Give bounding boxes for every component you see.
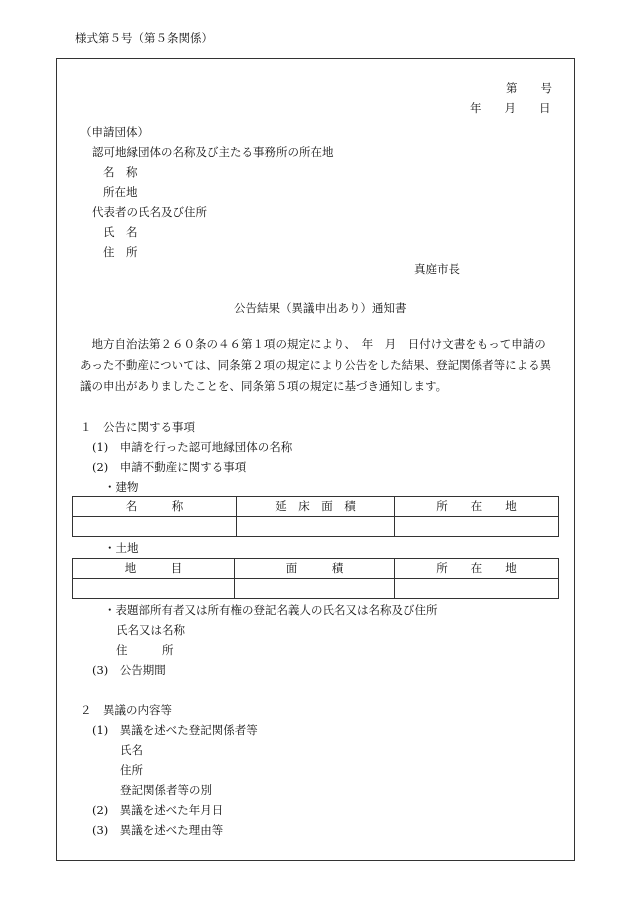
- table-cell: [235, 579, 395, 599]
- applicant-heading: （申請団体）: [80, 125, 149, 139]
- owner-address-label: 住 所: [116, 643, 174, 657]
- rep-address-label: 住 所: [103, 245, 138, 259]
- table-cell: [395, 579, 559, 599]
- land-label: ・土地: [104, 541, 139, 555]
- document-date: 年 月 日: [470, 101, 551, 115]
- objector-name-label: 氏名: [120, 743, 143, 757]
- table-cell: [237, 517, 395, 537]
- org-label: 認可地縁団体の名称及び主たる事務所の所在地: [92, 145, 334, 159]
- form-id: 様式第５号（第５条関係）: [75, 31, 213, 45]
- sender: 真庭市長: [414, 262, 460, 276]
- column-header: 所 在 地: [395, 559, 559, 579]
- table-header-row: [73, 559, 559, 579]
- column-header: 面 積: [235, 559, 395, 579]
- building-table: [72, 496, 559, 537]
- table-cell: [73, 579, 235, 599]
- section1-item2: (2) 申請不動産に関する事項: [92, 460, 247, 474]
- objector-type-label: 登記関係者等の別: [120, 783, 212, 797]
- section1-heading: １ 公告に関する事項: [80, 420, 195, 434]
- document-title: 公告結果（異議申出あり）通知書: [234, 301, 407, 315]
- document-number: 第 号: [506, 81, 552, 95]
- column-header: 地 目: [73, 559, 235, 579]
- building-label: ・建物: [104, 480, 139, 494]
- column-header: 名 称: [73, 497, 237, 517]
- representative-label: 代表者の氏名及び住所: [92, 205, 207, 219]
- column-header: 延 床 面 積: [237, 497, 395, 517]
- section2-heading: ２ 異議の内容等: [80, 703, 172, 717]
- org-address-label: 所在地: [103, 185, 138, 199]
- owner-name-label: 氏名又は名称: [116, 623, 185, 637]
- table-row: [73, 517, 559, 537]
- section2-item1: (1) 異議を述べた登記関係者等: [92, 723, 258, 737]
- owner-label: ・表題部所有者又は所有権の登記名義人の氏名又は名称及び住所: [104, 603, 438, 617]
- table-header-row: [73, 497, 559, 517]
- section2-item3: (3) 異議を述べた理由等: [92, 823, 224, 837]
- table-cell: [395, 517, 559, 537]
- section1-item3: (3) 公告期間: [92, 663, 166, 677]
- land-table: [72, 558, 559, 599]
- table-cell: [73, 517, 237, 537]
- section2-item2: (2) 異議を述べた年月日: [92, 803, 224, 817]
- section1-item1: (1) 申請を行った認可地縁団体の名称: [92, 440, 293, 454]
- rep-name-label: 氏 名: [103, 225, 138, 239]
- org-name-label: 名 称: [103, 165, 138, 179]
- objector-address-label: 住所: [120, 763, 143, 777]
- body-text: 地方自治法第２６０条の４６第１項の規定により、 年 月 日付け文書をもって申請のあった不動産については、同条第２項の規定により公告をした結果、登記関係者等による異議の申出がありましたことを、同条第５項の規定に基づき通知します。: [80, 337, 552, 393]
- table-row: [73, 579, 559, 599]
- column-header: 所 在 地: [395, 497, 559, 517]
